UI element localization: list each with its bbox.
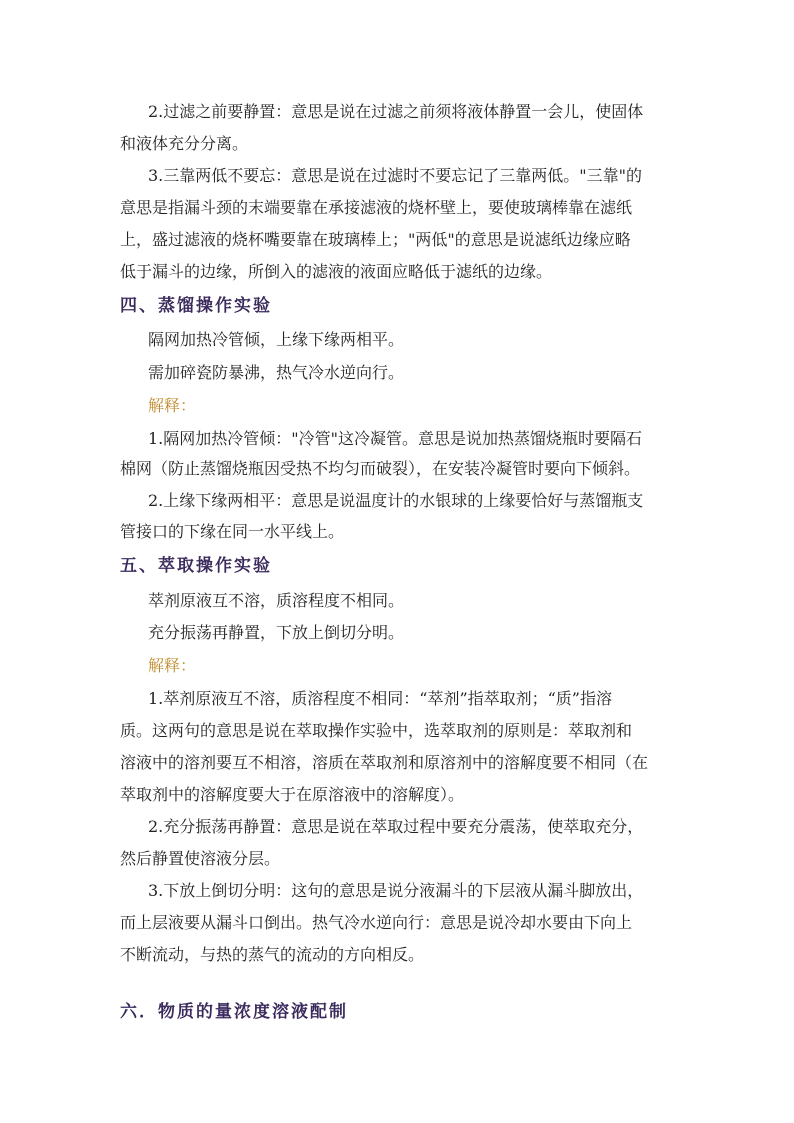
paragraph-line: 质。这两句的意思是说在萃取操作实验中，选萃取剂的原则是：萃取剂和 [120, 721, 633, 740]
paragraph-line: 而上层液要从漏斗口倒出。热气冷水逆向行：意思是说冷却水要由下向上 [120, 913, 633, 932]
paragraph-line: 不断流动，与热的蒸气的流动的方向相反。 [120, 945, 425, 964]
verse-line: 萃剂原液互不溶，质溶程度不相同。 [148, 591, 405, 610]
paragraph-line: 管接口的下缘在同一水平线上。 [120, 522, 345, 541]
paragraph-line: 1.隔网加热冷管倾："冷管"这冷凝管。意思是说加热蒸馏烧瓶时要隔石 [148, 429, 642, 448]
paragraph-line: 棉网（防止蒸馏烧瓶因受热不均匀而破裂），在安装冷凝管时要向下倾斜。 [120, 459, 641, 478]
section-heading: 四、蒸馏操作实验 [120, 296, 272, 316]
explanation-label: 解释： [148, 656, 197, 675]
paragraph-line: 溶液中的溶剂要互不相溶，溶质在萃取剂和原溶剂中的溶解度要不相同（在 [120, 753, 649, 772]
explanation-label: 解释： [148, 396, 197, 415]
section-heading: 六．物质的量浓度溶液配制 [120, 1002, 348, 1022]
paragraph-line: 和液体充分分离。 [120, 134, 249, 153]
paragraph-line: 3.下放上倒切分明：这句的意思是说分液漏斗的下层液从漏斗脚放出， [148, 881, 644, 900]
paragraph-line: 2.充分振荡再静置：意思是说在萃取过程中要充分震荡，使萃取充分， [148, 817, 644, 836]
paragraph-line: 低于漏斗的边缘，所倒入的滤液的液面应略低于滤纸的边缘。 [120, 262, 553, 281]
paragraph-line: 2.上缘下缘两相平：意思是说温度计的水银球的上缘要恰好与蒸馏瓶支 [148, 491, 644, 510]
paragraph-line: 2.过滤之前要静置：意思是说在过滤之前须将液体静置一会儿，使固体 [148, 102, 644, 121]
verse-line: 充分振荡再静置，下放上倒切分明。 [148, 623, 405, 642]
paragraph-line: 然后静置使溶液分层。 [120, 849, 281, 868]
verse-line: 需加碎瓷防暴沸，热气冷水逆向行。 [148, 363, 405, 382]
paragraph-line: 萃取剂中的溶解度要大于在原溶液中的溶解度）。 [120, 785, 465, 804]
paragraph-line: 上，盛过滤液的烧杯嘴要靠在玻璃棒上；"两低"的意思是说滤纸边缘应略 [120, 230, 631, 249]
paragraph-line: 3.三靠两低不要忘：意思是说在过滤时不要忘记了三靠两低。"三靠"的 [148, 166, 642, 185]
section-heading: 五、萃取操作实验 [120, 556, 272, 576]
paragraph-line: 意思是指漏斗颈的末端要靠在承接滤液的烧杯壁上，要使玻璃棒靠在滤纸 [120, 198, 633, 217]
verse-line: 隔网加热冷管倾，上缘下缘两相平。 [148, 330, 405, 349]
paragraph-line: 1.萃剂原液互不溶，质溶程度不相同：“萃剂”指萃取剂；“质”指溶 [148, 689, 612, 708]
